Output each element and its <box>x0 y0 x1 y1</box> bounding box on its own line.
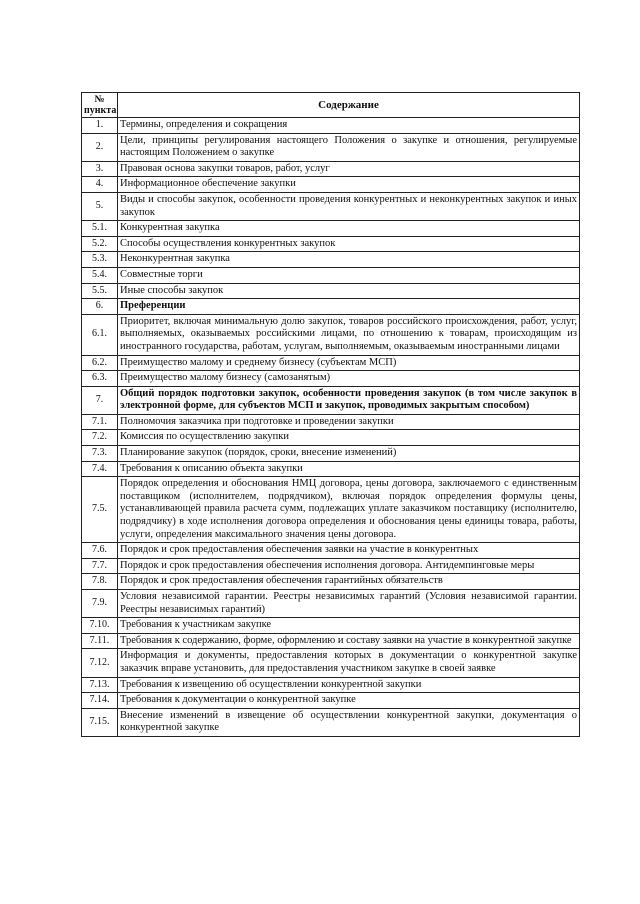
item-text: Совместные торги <box>118 267 580 283</box>
header-row <box>82 93 580 118</box>
item-number: 5. <box>82 192 118 220</box>
item-number: 6. <box>82 299 118 315</box>
item-text: Виды и способы закупок, особенности проведения конкурентных и неконкурентных закупок и иных закупок <box>118 192 580 220</box>
header-item-number <box>82 93 118 118</box>
item-number: 7.6. <box>82 543 118 559</box>
item-text: Порядок и срок предоставления обеспечения заявки на участие в конкурентных <box>118 543 580 559</box>
item-text: Порядок определения и обоснования НМЦ договора, цены договора, заключаемого с единственным поставщиком (исполнителем, подрядчиком), включая порядок определения формулы цены, устанавливающей правила расчета сумм, подлежащих уплате заказчиком поставщику (исполнителю, подрядчику) в ходе исполнения договора определения и обоснования цены единицы товара, работы, услуги, определения максимального значения цены договора. <box>118 477 580 543</box>
table-row <box>82 649 580 677</box>
header-content: Содержание <box>118 93 580 118</box>
table-row <box>82 574 580 590</box>
table-row <box>82 633 580 649</box>
item-number: 6.1. <box>82 314 118 355</box>
item-number: 6.3. <box>82 371 118 387</box>
item-text: Правовая основа закупки товаров, работ, услуг <box>118 161 580 177</box>
item-text: Полномочия заказчика при подготовке и проведении закупки <box>118 414 580 430</box>
item-number: 5.1. <box>82 221 118 237</box>
item-text: Иные способы закупок <box>118 283 580 299</box>
item-text: Требования к извещению об осуществлении конкурентной закупки <box>118 677 580 693</box>
item-number: 5.4. <box>82 267 118 283</box>
item-number: 7.8. <box>82 574 118 590</box>
item-number: 7.11. <box>82 633 118 649</box>
table-row <box>82 558 580 574</box>
item-number: 7.10. <box>82 618 118 634</box>
header-number-word: пункта <box>84 105 117 116</box>
item-number: 7.3. <box>82 446 118 462</box>
table-row <box>82 252 580 268</box>
table-row <box>82 461 580 477</box>
item-number: 5.3. <box>82 252 118 268</box>
table-row <box>82 477 580 543</box>
table-row <box>82 430 580 446</box>
table-row <box>82 618 580 634</box>
header-number-sign: № <box>94 94 105 105</box>
table-row <box>82 677 580 693</box>
item-text: Информационное обеспечение закупки <box>118 177 580 193</box>
item-text: Внесение изменений в извещение об осуществлении конкурентной закупки, документация о конкурентной закупке <box>118 708 580 736</box>
item-text: Способы осуществления конкурентных закупок <box>118 236 580 252</box>
item-text: Порядок и срок предоставления обеспечения исполнения договора. Антидемпинговые меры <box>118 558 580 574</box>
item-number: 5.2. <box>82 236 118 252</box>
item-text: Термины, определения и сокращения <box>118 118 580 134</box>
item-text: Приоритет, включая минимальную долю закупок, товаров российского происхождения, работ, услуг, выполняемых, оказываемых российскими лицами, по отношению к товарам, происходящим из иностранного государства, работам, услугам, выполняемым, оказываемым иностранными лицами <box>118 314 580 355</box>
table-row <box>82 414 580 430</box>
item-text: Общий порядок подготовки закупок, особенности проведения закупок (в том числе закупок в электронной форме, для субъектов МСП и закупок, проводимых закрытым способом) <box>118 386 580 414</box>
item-number: 3. <box>82 161 118 177</box>
item-number: 7.13. <box>82 677 118 693</box>
item-text: Требования к участникам закупке <box>118 618 580 634</box>
item-number: 7.5. <box>82 477 118 543</box>
item-number: 7.7. <box>82 558 118 574</box>
table-row <box>82 299 580 315</box>
item-text: Информация и документы, предоставления которых в документации о конкурентной закупке заказчик вправе установить, для предоставления участником закупке в своей заявке <box>118 649 580 677</box>
table-row <box>82 161 580 177</box>
table-row <box>82 693 580 709</box>
item-number: 5.5. <box>82 283 118 299</box>
item-number: 6.2. <box>82 355 118 371</box>
item-text: Преимущество малому и среднему бизнесу (субъектам МСП) <box>118 355 580 371</box>
table-row <box>82 371 580 387</box>
table-row <box>82 355 580 371</box>
item-number: 2. <box>82 133 118 161</box>
table-row <box>82 236 580 252</box>
table-row <box>82 386 580 414</box>
table-row <box>82 133 580 161</box>
item-text: Требования к содержанию, форме, оформлению и составу заявки на участие в конкурентной закупке <box>118 633 580 649</box>
table-row <box>82 446 580 462</box>
item-text: Условия независимой гарантии. Реестры независимых гарантий (Условия независимой гарантии. Реестры независимых гарантий) <box>118 590 580 618</box>
item-text: Порядок и срок предоставления обеспечения гарантийных обязательств <box>118 574 580 590</box>
item-text: Неконкурентная закупка <box>118 252 580 268</box>
item-number: 7.1. <box>82 414 118 430</box>
contents-table <box>81 92 580 737</box>
item-text: Конкурентная закупка <box>118 221 580 237</box>
table-row <box>82 118 580 134</box>
item-number: 7.15. <box>82 708 118 736</box>
item-number: 1. <box>82 118 118 134</box>
table-row <box>82 590 580 618</box>
item-number: 7.14. <box>82 693 118 709</box>
table-row <box>82 708 580 736</box>
item-number: 4. <box>82 177 118 193</box>
item-text: Цели, принципы регулирования настоящего Положения о закупке и отношения, регулируемые настоящим Положением о закупке <box>118 133 580 161</box>
item-text: Требования к описанию объекта закупки <box>118 461 580 477</box>
item-text: Планирование закупок (порядок, сроки, внесение изменений) <box>118 446 580 462</box>
item-number: 7.4. <box>82 461 118 477</box>
table-row <box>82 543 580 559</box>
item-number: 7.12. <box>82 649 118 677</box>
table-row <box>82 314 580 355</box>
table-row <box>82 283 580 299</box>
contents-body <box>82 118 580 737</box>
item-text: Преимущество малому бизнесу (самозанятым) <box>118 371 580 387</box>
table-row <box>82 177 580 193</box>
table-row <box>82 221 580 237</box>
item-text: Преференции <box>118 299 580 315</box>
item-text: Требования к документации о конкурентной закупке <box>118 693 580 709</box>
item-number: 7. <box>82 386 118 414</box>
item-number: 7.9. <box>82 590 118 618</box>
item-text: Комиссия по осуществлению закупки <box>118 430 580 446</box>
item-number: 7.2. <box>82 430 118 446</box>
table-row <box>82 267 580 283</box>
table-row <box>82 192 580 220</box>
